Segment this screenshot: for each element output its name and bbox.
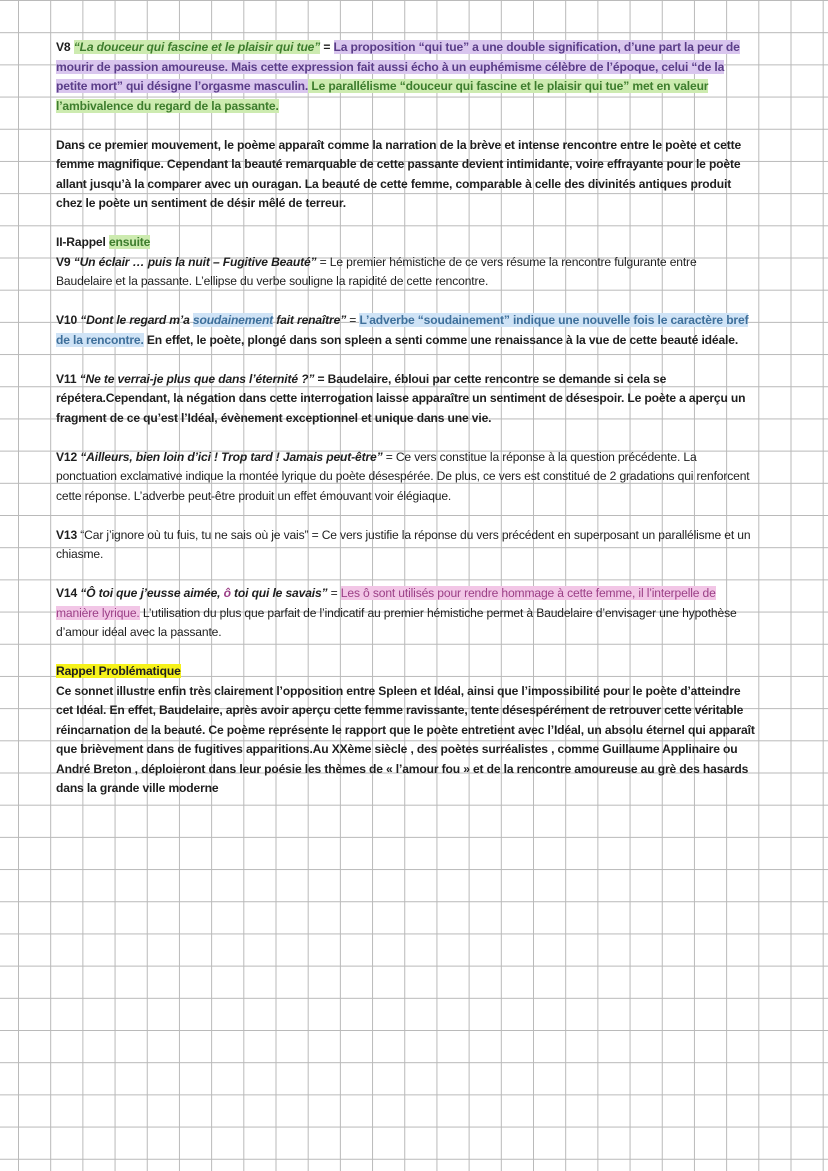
mouvement-text: Dans ce premier mouvement, le poème apparaît comme la narration de la brève et intense rencontre entre le poète et cette femme magnifique. Cependant la beauté remarquable de cette passante devient intimidante, voire effrayante pour le poète allant jusqu’à la comparer avec un ouragan. La beauté de cette femme, comparable à celle des divinités antiques produit chez le poète un sentiment de désir mêlé de terreur. <box>56 137 742 210</box>
rappel-title: Rappel Problématique <box>56 664 181 678</box>
section-prefix: II-Rappel <box>56 235 109 249</box>
v14-paragraph <box>56 584 756 643</box>
v13-paragraph <box>56 526 756 565</box>
v13-ref: V13 <box>56 527 81 542</box>
v9-paragraph <box>56 253 756 292</box>
section-word-highlight: ensuite <box>108 235 151 249</box>
v14-text: L’utilisation du plus que parfait de l’indicatif au premier hémistiche permet à Baudelaire d’envisager une hypothèse d’amour idéal avec la passante. <box>56 605 737 639</box>
rappel-section <box>56 662 756 799</box>
notes-page <box>56 38 756 799</box>
v14-equals: = <box>327 586 341 600</box>
v10-quote-highlight: soudainement <box>192 313 274 327</box>
v9-text: = Le premier hémistiche de ce vers résume la rencontre fulgurante entre Baudelaire et la passante. L’ellipse du verbe souligne la rapidité de cette rencontre. <box>56 254 697 288</box>
v8-quote: “La douceur qui fascine et le plaisir qui tue” <box>73 40 321 54</box>
v10-quote-start: “Dont le regard m’a <box>80 313 193 327</box>
v10-equals: = <box>346 313 360 327</box>
v8-equals: = <box>320 40 334 54</box>
v13-quote: “Car j’ignore où tu fuis, tu ne sais où je vais” <box>80 527 309 542</box>
v14-quote-start: “Ô toi que j’eusse aimée, <box>80 586 224 600</box>
spacer <box>56 116 756 136</box>
v9-ref: V9 <box>56 254 74 269</box>
v10-highlight-blue: L’adverbe “soudainement” indique une nouvelle fois le caractère bref de la rencontre. <box>56 313 749 347</box>
spacer <box>56 428 756 448</box>
v9-quote: “Un éclair … puis la nuit – Fugitive Beauté” <box>73 254 317 269</box>
v10-text: En effet, le poète, plongé dans son spleen a senti comme une renaissance à la vue de cette beauté idéale. <box>143 332 739 347</box>
v13-text: = Ce vers justifie la réponse du vers précédent en superposant un parallélisme et un chiasme. <box>56 527 751 561</box>
section-heading <box>56 233 756 253</box>
v10-ref: V10 <box>56 313 81 327</box>
v12-paragraph <box>56 448 756 507</box>
spacer <box>56 643 756 663</box>
spacer <box>56 214 756 234</box>
v8-ref: V8 <box>56 40 74 54</box>
rappel-text: Ce sonnet illustre enfin très clairement l’opposition entre Spleen et Idéal, ainsi que l’impossibilité pour le poète d’atteindre cet Idéal. En effet, Baudelaire, après avoir aperçu cette femme ravissante, tente désespérément de retrouver cette véritable réincarnation de la beauté. Ce poème représente le rapport que le poète entretient avec l’Idéal, un absolu éternel qui apparaît que brièvement dans de fugitives apparitions.Au XXème siècle , des poètes surréalistes , comme Guillaume Applinaire ou André Breton , déploieront dans leur poésie les thèmes de « l’amour fou » et de la rencontre amoureuse au grè des hasards dans la grande ville moderne <box>56 683 755 795</box>
v11-text: = Baudelaire, ébloui par cette rencontre se demande si cela se répétera.Cependant, la négation dans cette interrogation laisse apparaître un sentiment de désespoir. Le poète a aperçu un fragment de ce qu’est l’Idéal, évènement exceptionnel et unique dans une vie. <box>56 371 746 425</box>
spacer <box>56 506 756 526</box>
v11-quote: “Ne te verrai-je plus que dans l’éternité ?” <box>79 371 315 386</box>
v8-highlight-green: Le parallélisme “douceur qui fascine et le plaisir qui tue” met en valeur l’ambivalence du regard de la passante. <box>56 79 709 113</box>
v14-quote-end: toi qui le savais” <box>230 586 328 600</box>
v12-text: = Ce vers constitue la réponse à la question précédente. La ponctuation exclamative indique la montée lyrique du poète désespérée. De plus, ce vers est constitué de 2 gradations qui renforcent cette réponse. L’adverbe peut-être produit un effet émouvant voir élégiaque. <box>56 449 750 503</box>
v14-highlight-pink: Les ô sont utilisés pour rendre hommage à cette femme, il l’interpelle de manière lyrique. <box>56 586 716 620</box>
v10-quote-end: fait renaître” <box>273 313 347 327</box>
v8-highlight-purple: La proposition “qui tue” a une double signification, d’une part la peur de mourir de passion amoureuse. Mais cette expression fait aussi écho à un euphémisme célèbre de l’époque, celui “de la petite mort” qui désigne l’orgasme masculin. <box>56 40 740 93</box>
v8-paragraph <box>56 38 756 116</box>
v12-quote: “Ailleurs, bien loin d’ici ! Trop tard ! Jamais peut-être” <box>80 449 383 464</box>
v11-ref: V11 <box>56 371 80 386</box>
v10-paragraph <box>56 311 756 350</box>
spacer <box>56 350 756 370</box>
v14-ref: V14 <box>56 586 81 600</box>
mouvement-paragraph <box>56 136 756 214</box>
spacer <box>56 565 756 585</box>
v12-ref: V12 <box>56 449 81 464</box>
v14-quote-o: ô <box>223 586 231 600</box>
v11-paragraph <box>56 370 756 429</box>
spacer <box>56 292 756 312</box>
